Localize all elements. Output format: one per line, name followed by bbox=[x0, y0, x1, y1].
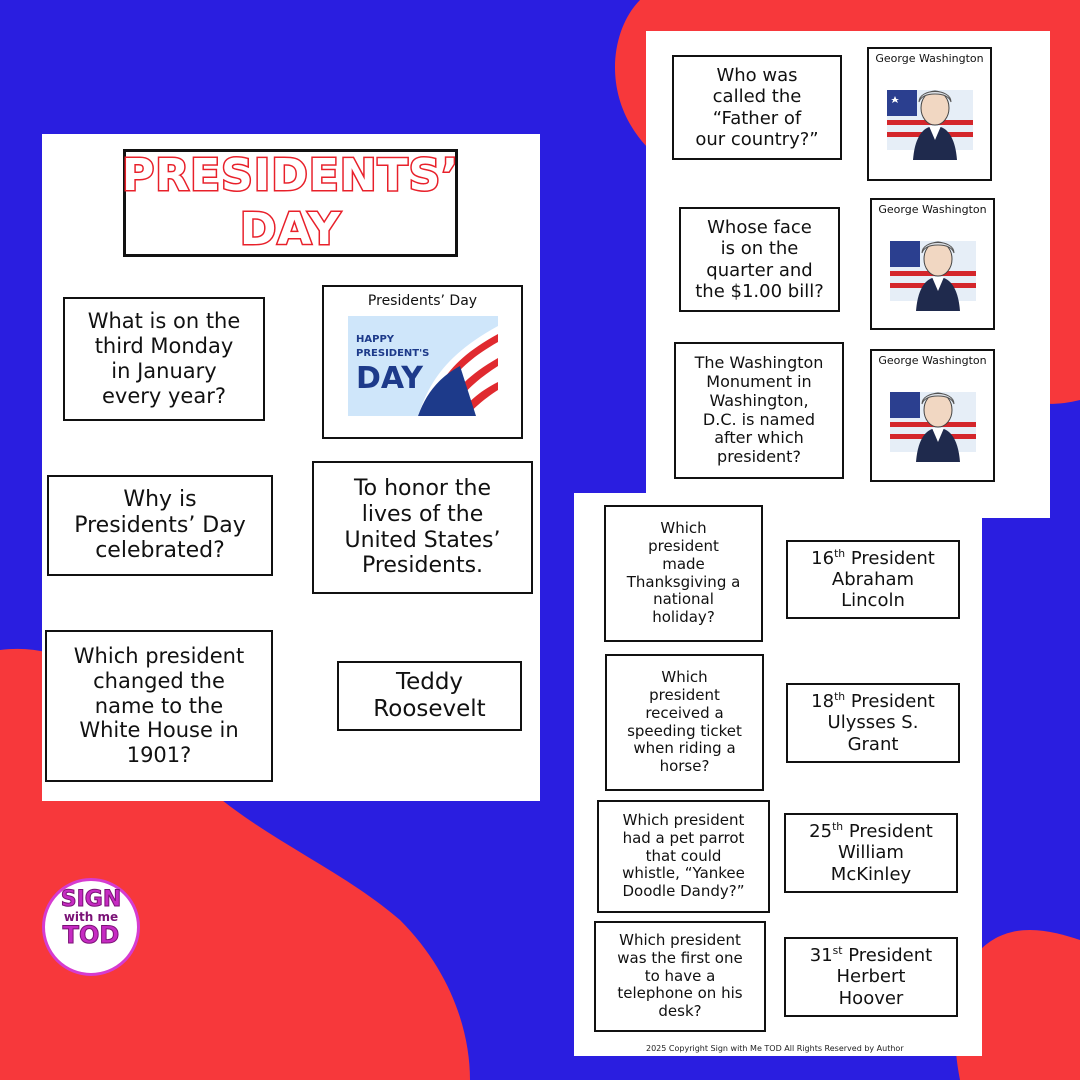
question-card-washington-monument[interactable] bbox=[674, 342, 844, 479]
logo-line-3: TOD bbox=[62, 921, 120, 949]
answer-label: George Washington bbox=[878, 203, 987, 216]
question-text: Why is Presidents’ Day celebrated? bbox=[74, 486, 246, 564]
question-card-father-of-country[interactable] bbox=[672, 55, 842, 160]
question-card-telephone[interactable] bbox=[594, 921, 766, 1032]
question-text: Whose face is on the quarter and the $1.00 bill? bbox=[695, 217, 824, 302]
george-washington-portrait-icon bbox=[888, 372, 978, 462]
answer-card-hoover[interactable] bbox=[784, 937, 958, 1017]
question-card-face-on-quarter[interactable] bbox=[679, 207, 840, 312]
top-right-worksheet-page bbox=[646, 31, 1050, 518]
logo-line-1: SIGN bbox=[60, 887, 122, 912]
answer-text: 16th President Abraham Lincoln bbox=[811, 546, 935, 612]
svg-text:DAY: DAY bbox=[355, 360, 423, 396]
answer-text: To honor the lives of the United States’ Presidents. bbox=[344, 475, 501, 579]
george-washington-portrait-icon bbox=[885, 70, 975, 160]
svg-text:HAPPY: HAPPY bbox=[355, 333, 394, 345]
page-title: PRESIDENTS’ DAY bbox=[121, 150, 460, 255]
answer-label: George Washington bbox=[875, 52, 984, 65]
answer-card-lincoln[interactable] bbox=[786, 540, 960, 619]
george-washington-portrait-icon bbox=[888, 221, 978, 311]
answer-text: 31st President Herbert Hoover bbox=[809, 944, 933, 1009]
answer-card-george-washington-1[interactable] bbox=[867, 47, 992, 181]
presidents-day-banner-image bbox=[348, 316, 498, 416]
answer-text: 25th President William McKinley bbox=[809, 820, 933, 885]
question-card-pet-parrot[interactable] bbox=[597, 800, 770, 913]
answer-card-george-washington-3[interactable] bbox=[870, 349, 995, 482]
answer-card-george-washington-2[interactable] bbox=[870, 198, 995, 330]
left-worksheet-page bbox=[42, 134, 540, 801]
question-card-third-monday[interactable] bbox=[63, 297, 265, 421]
question-text: The Washington Monument in Washington, D.C. is named after which president? bbox=[694, 352, 824, 467]
question-text: Which president changed the name to the White House in 1901? bbox=[73, 644, 245, 768]
question-card-why-celebrated[interactable] bbox=[47, 475, 273, 576]
answer-text: 18th President Ulysses S. Grant bbox=[811, 690, 935, 755]
question-text: Which president was the first one to have a telephone on his desk? bbox=[617, 931, 743, 1021]
answer-label: Presidents’ Day bbox=[367, 293, 478, 309]
title-card bbox=[123, 149, 458, 257]
question-card-white-house[interactable] bbox=[45, 630, 273, 782]
copyright-footer: 2025 Copyright Sign with Me TOD All Rights Reserved by Author bbox=[646, 1044, 904, 1053]
answer-card-mckinley[interactable] bbox=[784, 813, 958, 893]
answer-label: George Washington bbox=[878, 354, 987, 367]
question-text: Who was called the “Father of our country?” bbox=[695, 65, 819, 150]
answer-card-grant[interactable] bbox=[786, 683, 960, 763]
answer-card-presidents-day[interactable] bbox=[322, 285, 523, 439]
question-text: Which president received a speeding ticket when riding a horse? bbox=[627, 668, 742, 775]
question-card-thanksgiving[interactable] bbox=[604, 505, 763, 642]
svg-text:PRESIDENT'S: PRESIDENT'S bbox=[355, 347, 429, 359]
answer-text: Teddy Roosevelt bbox=[373, 668, 486, 722]
question-text: Which president had a pet parrot that could whistle, “Yankee Doodle Dandy?” bbox=[622, 811, 745, 901]
question-card-speeding-ticket[interactable] bbox=[605, 654, 764, 791]
answer-card-teddy-roosevelt[interactable] bbox=[337, 661, 522, 731]
sign-with-me-tod-logo bbox=[42, 878, 140, 976]
logo-line-2: with me bbox=[63, 910, 119, 924]
bottom-right-worksheet-page bbox=[574, 493, 982, 1056]
answer-card-honor-presidents[interactable] bbox=[312, 461, 533, 594]
question-text: What is on the third Monday in January every year? bbox=[87, 309, 241, 408]
question-text: Which president made Thanksgiving a national holiday? bbox=[626, 519, 741, 626]
